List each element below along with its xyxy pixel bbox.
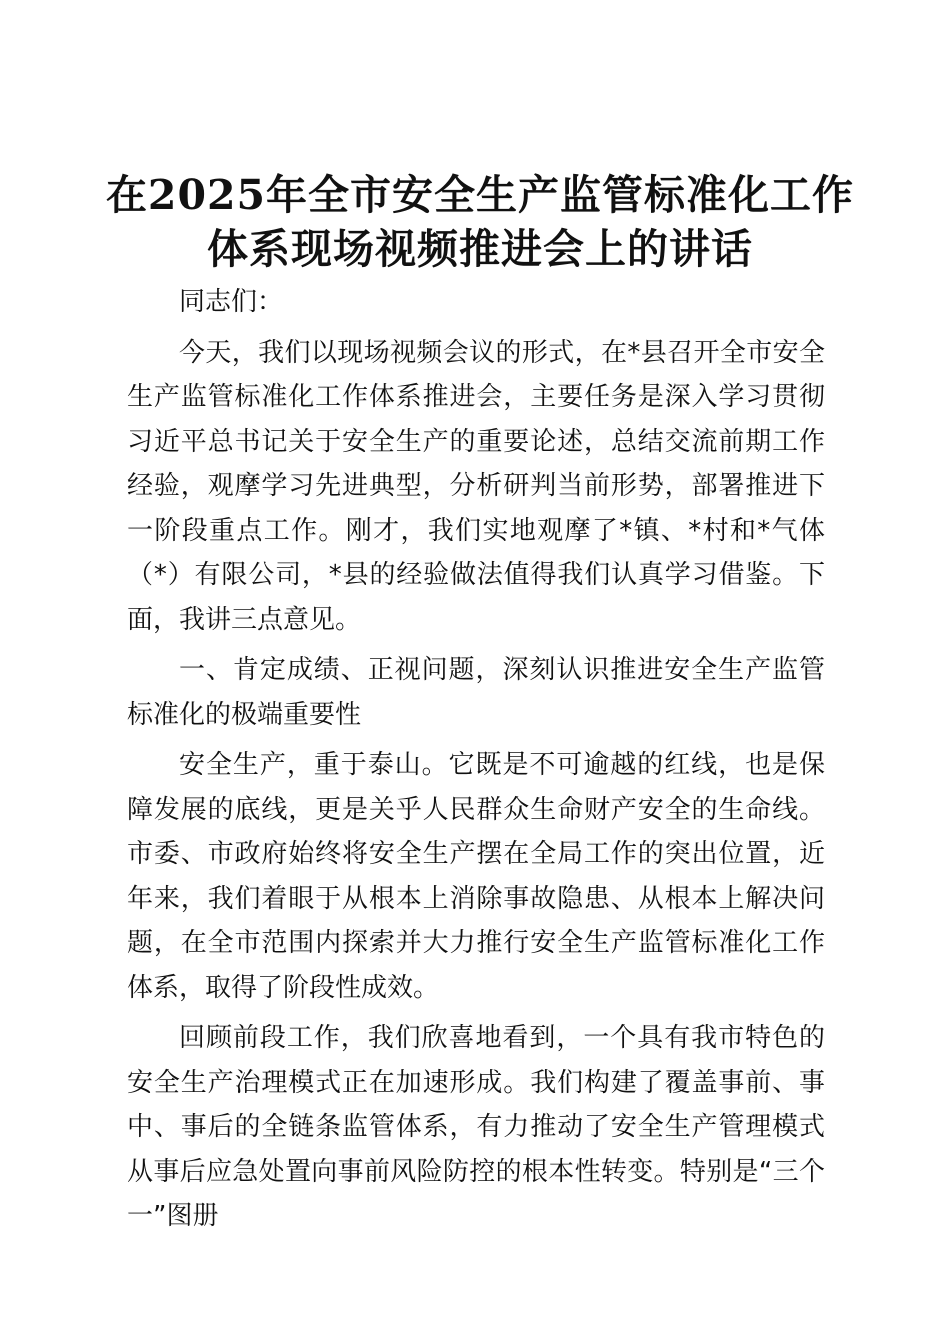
salutation: 同志们： — [179, 287, 284, 317]
document-title: 在2025年全市安全生产监管标准化工作体系现场视频推进会上的讲话 — [105, 171, 855, 273]
section-heading-1: 一、肯定成绩、正视问题，深刻认识推进安全生产监管标准化的极端重要性 — [127, 655, 825, 730]
document-body — [127, 280, 825, 1239]
paragraph-intro: 今天，我们以现场视频会议的形式，在*县召开全市安全生产监管标准化工作体系推进会，主要任务是深入学习贯彻习近平总书记关于安全生产的重要论述，总结交流前期工作经验，观摩学习先进典型，分析研判当前形势，部署推进下一阶段重点工作。刚才，我们实地观摩了*镇、*村和*气体（*）有限公司，*县的经验做法值得我们认真学习借鉴。下面，我讲三点意见。 — [127, 337, 825, 635]
paragraph-review: 回顾前段工作，我们欣喜地看到，一个具有我市特色的安全生产治理模式正在加速形成。我们构建了覆盖事前、事中、事后的全链条监管体系，有力推动了安全生产管理模式从事后应急处置向事前风险防控的根本性转变。特别是“三个一”图册 — [127, 1023, 825, 1231]
paragraph-safety: 安全生产，重于泰山。它既是不可逾越的红线，也是保障发展的底线，更是关乎人民群众生命财产安全的生命线。市委、市政府始终将安全生产摆在全局工作的突出位置，近年来，我们着眼于从根本上消除事故隐患、从根本上解决问题，在全市范围内探索并大力推行安全生产监管标准化工作体系，取得了阶段性成效。 — [127, 750, 825, 1003]
